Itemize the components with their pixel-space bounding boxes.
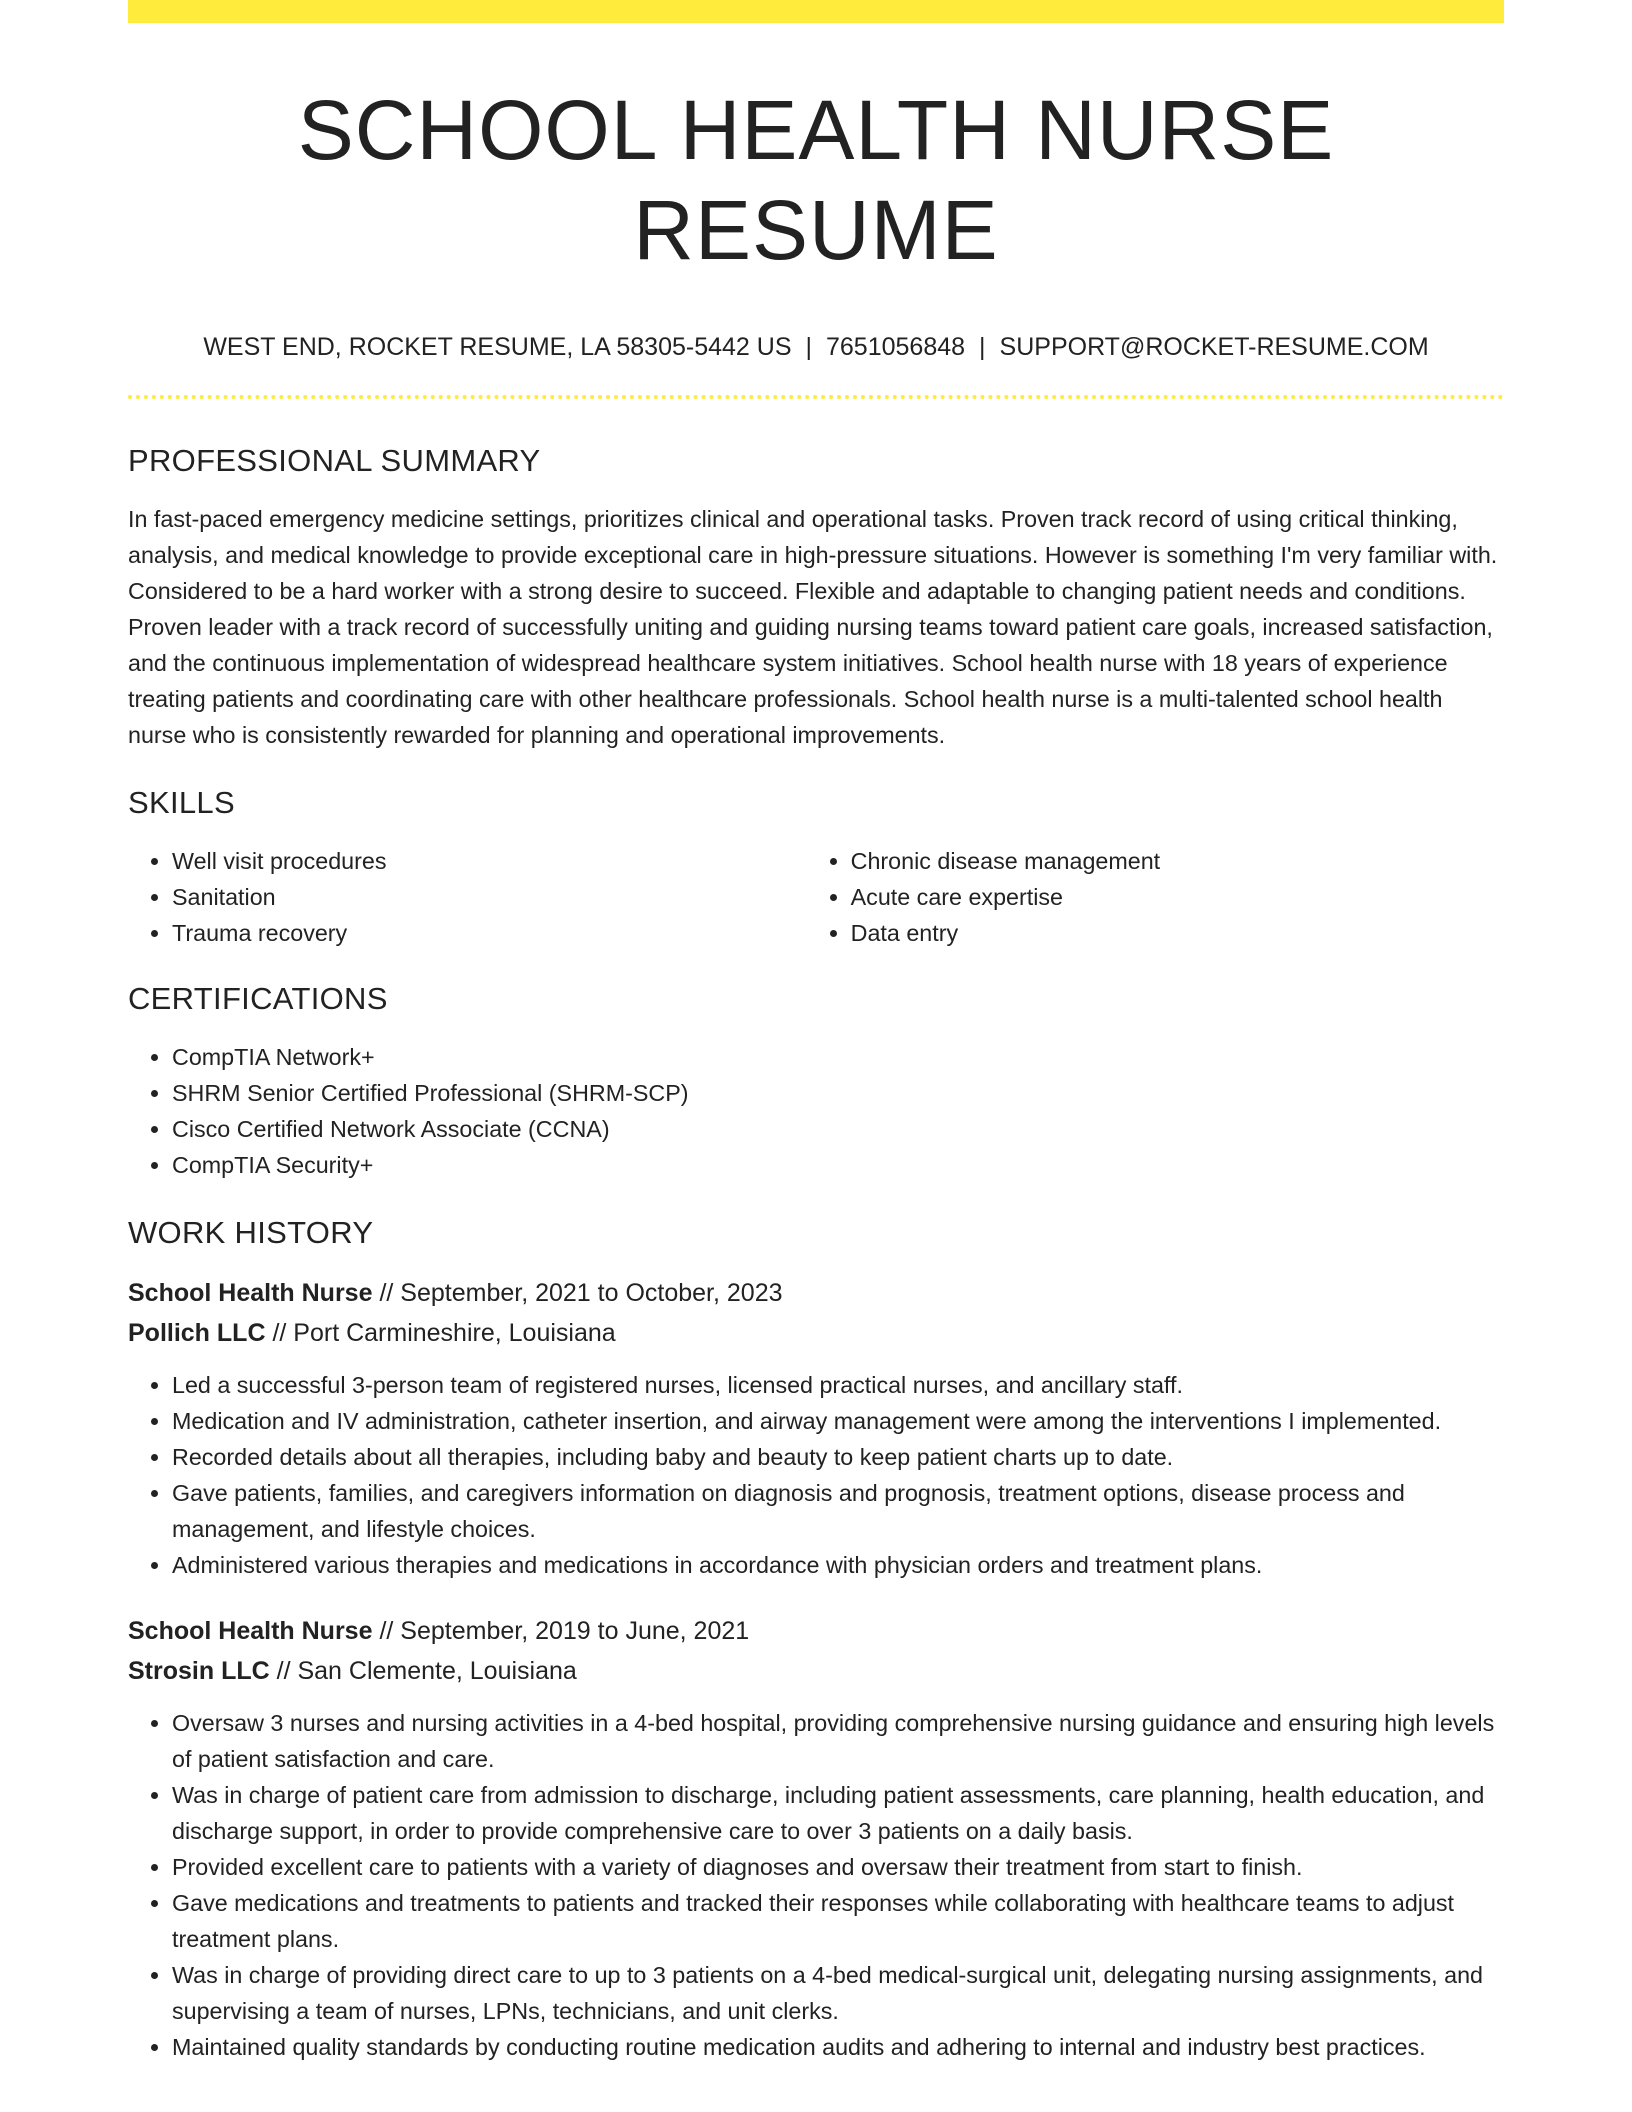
certification-item: • CompTIA Network+ [172,1039,1504,1075]
job-title: School Health Nurse [128,1617,373,1645]
contact-email: SUPPORT@ROCKET-RESUME.COM [999,333,1429,361]
job-dates: // September, 2019 to June, 2021 [379,1617,750,1645]
skills-grid [128,821,1504,951]
skill-item: • Sanitation [172,879,807,915]
resume-title: SCHOOL HEALTH NURSE RESUME [297,83,1335,277]
job-entry [128,1611,1504,2065]
contact-address: WEST END, ROCKET RESUME, LA 58305-5442 US [203,333,792,361]
job-company: Pollich LLC [128,1319,266,1347]
job-bullet: • Medication and IV administration, catheter insertion, and airway management were among the interventions I implemented. [172,1403,1504,1439]
job-bullet: • Provided excellent care to patients with a variety of diagnoses and oversaw their treatment from start to finish. [172,1849,1504,1885]
certifications-list [128,1039,1504,1183]
skills-list-left [128,843,807,951]
skill-item: • Acute care expertise [851,879,1504,915]
section-heading: SKILLS [128,785,235,820]
professional-summary-section [128,443,1504,753]
section-heading: CERTIFICATIONS [128,981,388,1016]
job-title: School Health Nurse [128,1279,373,1307]
job-bullet: • Recorded details about all therapies, including baby and beauty to keep patient charts up to date. [172,1439,1504,1475]
job-entry [128,1273,1504,1583]
job-location: // Port Carmineshire, Louisiana [272,1319,616,1347]
job-bullet: • Was in charge of providing direct care to up to 3 patients on a 4-bed medical-surgical unit, delegating nursing assignments, and supervising a team of nurses, LPNs, technicians, and unit clerks. [172,1957,1504,2029]
skill-item: • Chronic disease management [851,843,1504,879]
job-title-line [128,1611,1504,1651]
section-heading: PROFESSIONAL SUMMARY [128,443,541,478]
contact-phone: 7651056848 [826,333,966,361]
section-heading: WORK HISTORY [128,1215,374,1250]
dotted-divider [128,395,1504,399]
job-location: // San Clemente, Louisiana [276,1657,577,1685]
job-bullet: • Oversaw 3 nurses and nursing activities in a 4-bed hospital, providing comprehensive nursing guidance and ensuring high levels of patient satisfaction and care. [172,1705,1504,1777]
job-title-line [128,1273,1504,1313]
resume-content [128,0,1504,2065]
skills-section [128,785,1504,951]
work-history-section [128,1215,1504,2065]
certification-item: • CompTIA Security+ [172,1147,1504,1183]
job-bullet: • Maintained quality standards by conducting routine medication audits and adhering to internal and industry best practices. [172,2029,1504,2065]
contact-separator: | [979,333,986,361]
job-company: Strosin LLC [128,1657,270,1685]
job-bullet: • Led a successful 3-person team of registered nurses, licensed practical nurses, and ancillary staff. [172,1367,1504,1403]
job-company-line [128,1651,1504,1691]
job-dates: // September, 2021 to October, 2023 [379,1279,783,1307]
job-bullet: • Gave patients, families, and caregivers information on diagnosis and prognosis, treatment options, disease process and management, and lifestyle choices. [172,1475,1504,1547]
skills-list-right [807,843,1504,951]
skill-item: • Data entry [851,915,1504,951]
job-company-line [128,1313,1504,1353]
certifications-section [128,981,1504,1183]
certification-item: • Cisco Certified Network Associate (CCNA) [172,1111,1504,1147]
job-bullet: • Administered various therapies and medications in accordance with physician orders and treatment plans. [172,1547,1504,1583]
job-bullets [128,1367,1504,1583]
skill-item: • Trauma recovery [172,915,807,951]
summary-text: In fast-paced emergency medicine settings, prioritizes clinical and operational tasks. Proven track record of using critical thinking, analysis, and medical knowledge to provide exceptional care in high-pressure situations. However is something I'm very familiar with. Considered to be a hard worker with a strong desire to succeed. Flexible and adaptable to changing patient needs and conditions. Proven leader with a track record of successfully uniting and guiding nursing teams toward patient care goals, increased satisfaction, and the continuous implementation of widespread healthcare system initiatives. School health nurse with 18 years of experience treating patients and coordinating care with other healthcare professionals. School health nurse is a multi-talented school health nurse who is consistently rewarded for planning and operational improvements. [128,506,1498,748]
job-bullets [128,1705,1504,2065]
skill-item: • Well visit procedures [172,843,807,879]
contact-separator: | [805,333,812,361]
contact-line [128,332,1504,362]
job-bullet: • Gave medications and treatments to patients and tracked their responses while collaborating with healthcare teams to adjust treatment plans. [172,1885,1504,1957]
certification-item: • SHRM Senior Certified Professional (SHRM-SCP) [172,1075,1504,1111]
job-bullet: • Was in charge of patient care from admission to discharge, including patient assessments, care planning, health education, and discharge support, in order to provide comprehensive care to over 3 patients on a daily basis. [172,1777,1504,1849]
